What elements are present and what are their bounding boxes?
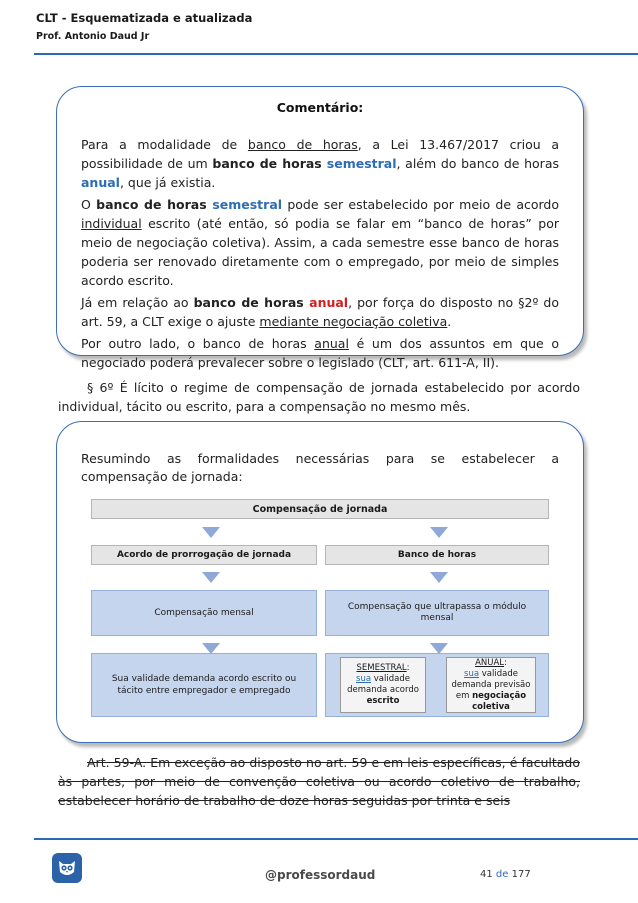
paragraph-6: § 6º É lícito o regime de compensação de jornada estabelecido por acordo individual, tácito ou escrito, para a compensação no mesmo mês. xyxy=(58,380,580,414)
comment-title: Comentário: xyxy=(276,100,364,115)
flow-arrow-right-1 xyxy=(430,527,448,538)
flow-semestral-box xyxy=(340,657,426,713)
flow-arrow-left-1 xyxy=(202,527,220,538)
page-number: 41 de 177 xyxy=(480,869,531,880)
flow-arrow-left-2 xyxy=(202,572,220,583)
flow-right-mid: Compensação que ultrapassa o módulo mensal xyxy=(325,590,549,636)
flow-anual-box xyxy=(446,657,536,713)
comment-paragraph-1: Para a modalidade de banco de horas, a Lei 13.467/2017 criou a possibilidade de um banco de horas semestral, além do banco de horas anual, que já existia. xyxy=(81,137,559,190)
semestral-heading: SEMESTRAL: xyxy=(356,663,410,673)
owl-icon xyxy=(52,853,82,883)
comment-body xyxy=(81,135,559,375)
article-59a-revoked: Art. 59-A. Em exceção ao disposto no art. 59 e em leis específicas, é facultado às partes, por meio de convenção coletiva ou acordo coletivo de trabalho, estabelecer horário de trabalho de doze horas seguidas por trinta e seis xyxy=(58,755,580,808)
header-author: Prof. Antonio Daud Jr xyxy=(36,31,150,42)
flow-right-bottom xyxy=(325,653,549,717)
comment-paragraph-3: Já em relação ao banco de horas anual, por força do disposto no §2º do art. 59, a CLT exige o ajuste mediante negociação coletiva. xyxy=(81,295,559,329)
header-divider xyxy=(34,53,638,55)
summary-intro: Resumindo as formalidades necessárias para se estabelecer a compensação de jornada: xyxy=(81,451,559,484)
anual-heading: ANUAL: xyxy=(475,657,507,668)
comment-paragraph-4: Por outro lado, o banco de horas anual é um dos assuntos em que o negociado poderá prevalecer sobre o legislado (CLT, art. 611-A, II). xyxy=(81,336,559,370)
semestral-text: sua validade demanda acordo escrito xyxy=(347,674,419,706)
flow-arrow-right-2 xyxy=(430,572,448,583)
footer-divider xyxy=(34,838,638,840)
comment-box xyxy=(56,86,584,370)
header-title: CLT - Esquematizada e atualizada xyxy=(36,11,253,25)
comment-paragraph-2: O banco de horas semestral pode ser estabelecido por meio de acordo individual escrito (até então, só podia se falar em “banco de horas” por meio de negociação coletiva). Assim, a cada semestre esse banco de horas poderia ser renovado diretamente com o empregado, por meio de simples acordo escrito. xyxy=(81,197,560,288)
footer-handle: @professordaud xyxy=(265,868,376,882)
flow-root: Compensação de jornada xyxy=(91,499,549,519)
flow-left-head: Acordo de prorrogação de jornada xyxy=(91,545,317,565)
flow-left-bottom: Sua validade demanda acordo escrito ou tácito entre empregador e empregado xyxy=(91,653,317,717)
anual-text: sua validade demanda previsão em negociação coletiva xyxy=(451,668,531,712)
summary-box xyxy=(56,421,584,743)
flow-left-mid: Compensação mensal xyxy=(91,590,317,636)
flow-right-head: Banco de horas xyxy=(325,545,549,565)
